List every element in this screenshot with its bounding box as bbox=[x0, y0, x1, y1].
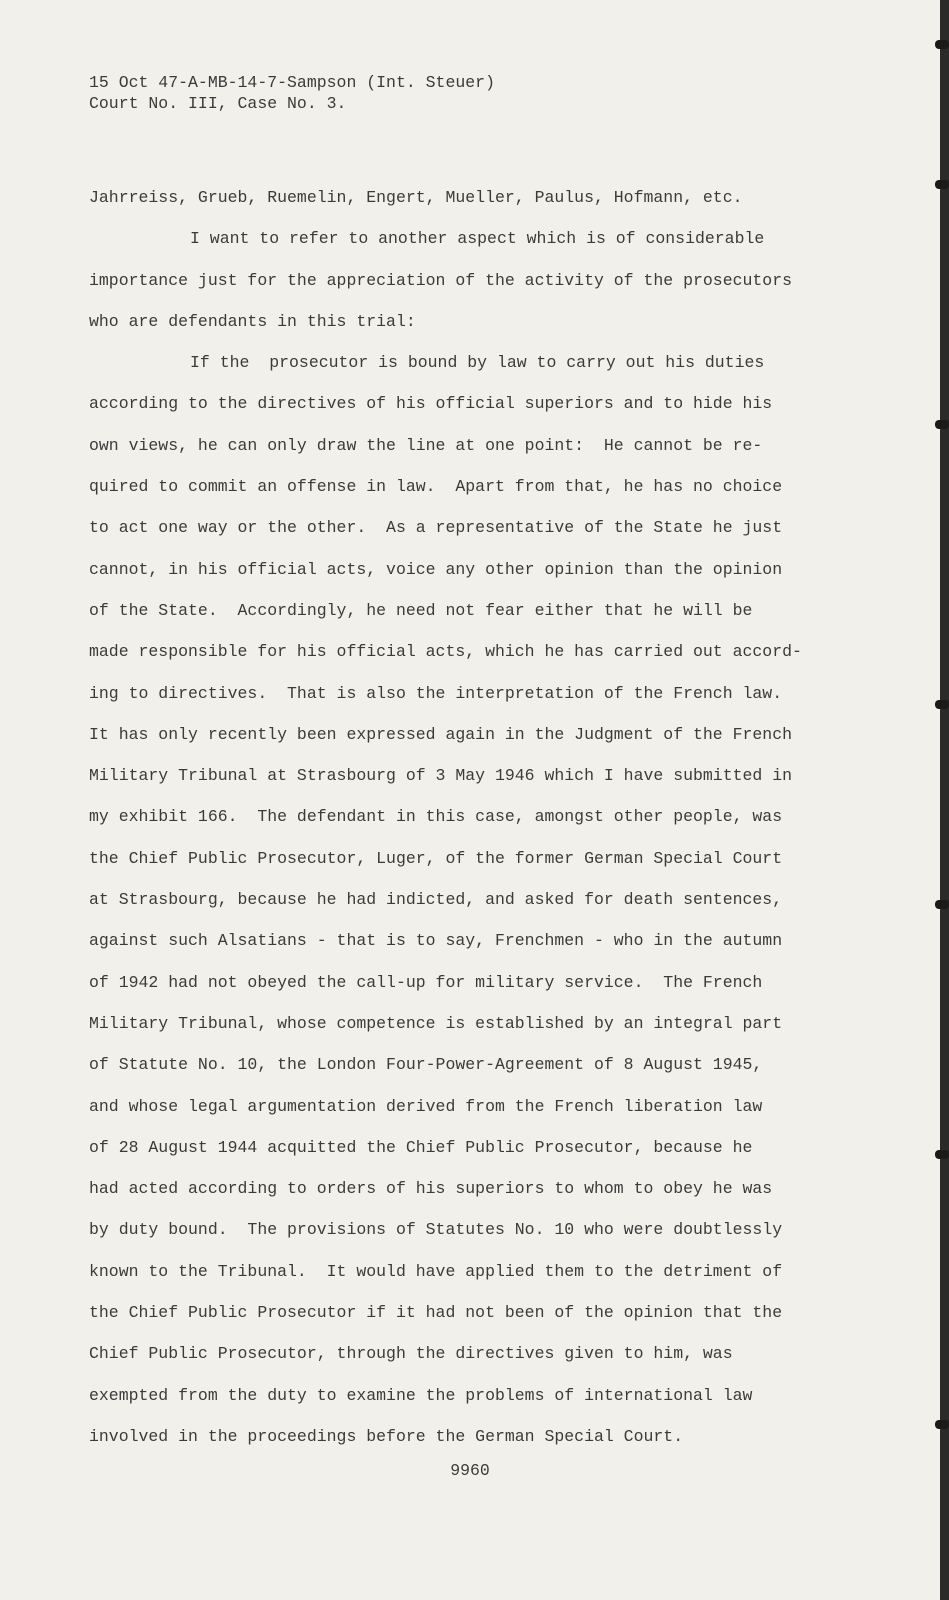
text-line: of Statute No. 10, the London Four-Power-Agreement of 8 August 1945, bbox=[89, 1055, 763, 1075]
text-line: cannot, in his official acts, voice any other opinion than the opinion bbox=[89, 559, 783, 579]
text-line: It has only recently been expressed again in the Judgment of the French bbox=[89, 724, 793, 744]
text-line: by duty bound. The provisions of Statutes No. 10 who were doubtlessly bbox=[89, 1220, 783, 1240]
text-line: according to the directives of his official superiors and to hide his bbox=[89, 394, 773, 414]
text-line: who are defendants in this trial: bbox=[89, 311, 416, 331]
text-line: Chief Public Prosecutor, through the directives given to him, was bbox=[89, 1344, 733, 1364]
binding-hole bbox=[935, 1420, 949, 1429]
text-line: my exhibit 166. The defendant in this case, amongst other people, was bbox=[89, 807, 783, 827]
text-line: to act one way or the other. As a representative of the State he just bbox=[89, 518, 783, 538]
paragraph-start-line: If the prosecutor is bound by law to carry out his duties bbox=[190, 353, 765, 373]
header-court-case: Court No. III, Case No. 3. bbox=[89, 94, 347, 113]
text-line: and whose legal argumentation derived from the French liberation law bbox=[89, 1096, 763, 1116]
document-body bbox=[89, 177, 829, 1457]
text-line: Jahrreiss, Grueb, Ruemelin, Engert, Mueller, Paulus, Hofmann, etc. bbox=[89, 188, 743, 207]
text-line: had acted according to orders of his superiors to whom to obey he was bbox=[89, 1179, 773, 1199]
text-line: exempted from the duty to examine the problems of international law bbox=[89, 1385, 753, 1405]
text-line: quired to commit an offense in law. Apart from that, he has no choice bbox=[89, 477, 783, 497]
text-line: importance just for the appreciation of the activity of the prosecutors bbox=[89, 270, 793, 290]
text-line: at Strasbourg, because he had indicted, and asked for death sentences, bbox=[89, 890, 783, 910]
text-line: of the State. Accordingly, he need not fear either that he will be bbox=[89, 600, 753, 620]
text-line: against such Alsatians - that is to say, Frenchmen - who in the autumn bbox=[89, 931, 783, 951]
paragraph-start-line: I want to refer to another aspect which is of considerable bbox=[190, 229, 765, 249]
document-header bbox=[89, 72, 495, 114]
binding-hole bbox=[935, 1150, 949, 1159]
binding-hole bbox=[935, 900, 949, 909]
text-line: made responsible for his official acts, which he has carried out accord- bbox=[89, 642, 802, 662]
text-line: involved in the proceedings before the German Special Court. bbox=[89, 1426, 684, 1446]
page-number: 9960 bbox=[450, 1461, 490, 1480]
text-line: ing to directives. That is also the interpretation of the French law. bbox=[89, 683, 783, 703]
text-line: own views, he can only draw the line at one point: He cannot be re- bbox=[89, 435, 763, 455]
text-line: of 1942 had not obeyed the call-up for military service. The French bbox=[89, 972, 763, 992]
binding-edge bbox=[940, 0, 949, 1600]
binding-hole bbox=[935, 700, 949, 709]
text-line: Military Tribunal, whose competence is established by an integral part bbox=[89, 1013, 783, 1033]
binding-hole bbox=[935, 420, 949, 429]
binding-hole bbox=[935, 40, 949, 49]
header-case-reference: 15 Oct 47-A-MB-14-7-Sampson (Int. Steuer) bbox=[89, 73, 495, 92]
binding-hole bbox=[935, 180, 949, 189]
text-line: of 28 August 1944 acquitted the Chief Public Prosecutor, because he bbox=[89, 1137, 753, 1157]
text-line: the Chief Public Prosecutor, Luger, of the former German Special Court bbox=[89, 848, 783, 868]
text-line: Military Tribunal at Strasbourg of 3 May 1946 which I have submitted in bbox=[89, 766, 793, 786]
text-line: known to the Tribunal. It would have applied them to the detriment of bbox=[89, 1261, 783, 1281]
text-line: the Chief Public Prosecutor if it had not been of the opinion that the bbox=[89, 1303, 783, 1323]
